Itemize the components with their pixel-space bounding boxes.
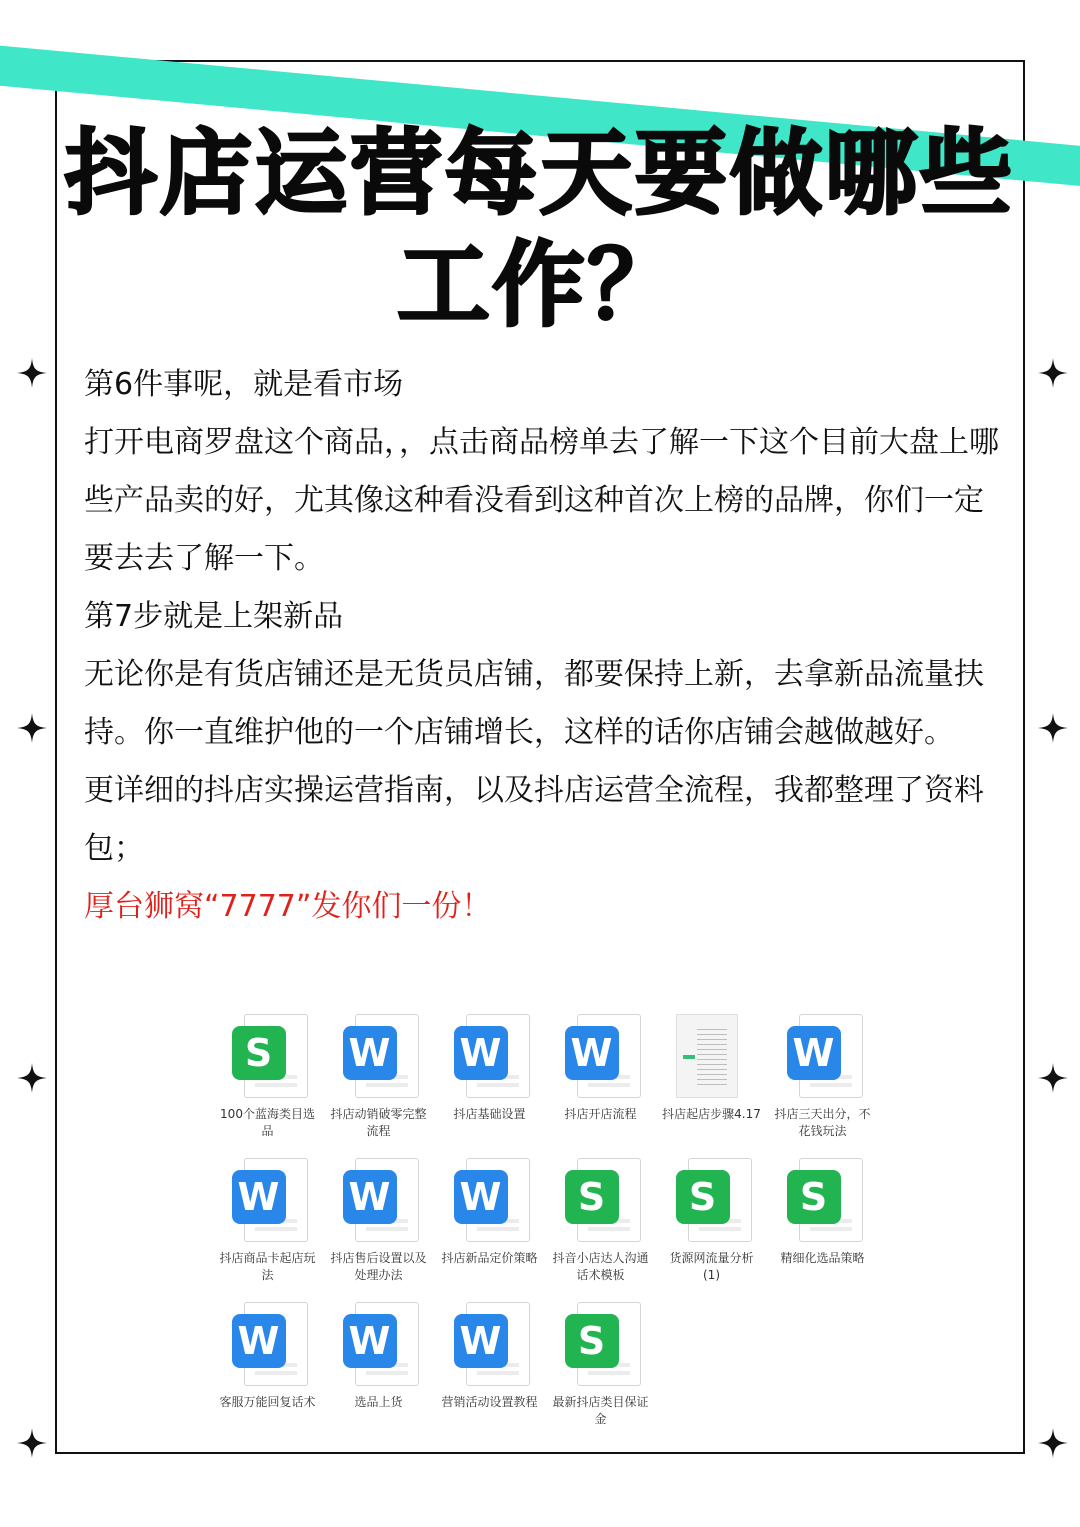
file-item[interactable]: [323, 1012, 434, 1140]
word-file-icon: W: [228, 1300, 308, 1386]
sparkle-icon: [17, 1063, 47, 1093]
sheet-file-icon: S: [783, 1156, 863, 1242]
word-file-icon: W: [450, 1300, 530, 1386]
file-name: 抖店起店步骤4.17: [662, 1107, 761, 1121]
file-item[interactable]: [434, 1012, 545, 1140]
paragraph: 无论你是有货店铺还是无货员店铺，都要保持上新，去拿新品流量扶持。你一直维护他的一个店铺增长，这样的话你店铺会越做越好。: [84, 657, 984, 750]
file-name: 100个蓝海类目选品: [220, 1107, 315, 1138]
word-file-icon: W: [339, 1012, 419, 1098]
file-item[interactable]: [434, 1156, 545, 1284]
file-name: 抖店三天出分，不花钱玩法: [774, 1107, 871, 1138]
word-file-icon: W: [228, 1156, 308, 1242]
file-name: 抖店商品卡起店玩法: [219, 1251, 316, 1282]
file-item[interactable]: [545, 1012, 656, 1140]
file-name: 精细化选品策略: [780, 1251, 865, 1265]
file-name: 选品上货: [354, 1395, 403, 1409]
title-line-2: 工作？: [397, 232, 683, 339]
file-item[interactable]: [212, 1012, 323, 1140]
sparkle-icon: [17, 1428, 47, 1458]
paragraph: 第7步就是上架新品: [84, 599, 344, 634]
file-name: 客服万能回复话术: [219, 1395, 316, 1409]
sheet-file-icon: S: [228, 1012, 308, 1098]
file-item[interactable]: [323, 1300, 434, 1428]
file-item[interactable]: [656, 1012, 767, 1140]
file-name: 抖店售后设置以及处理办法: [330, 1251, 427, 1282]
word-file-icon: W: [339, 1300, 419, 1386]
word-file-icon: W: [450, 1156, 530, 1242]
file-name: 货源网流量分析(1): [669, 1251, 754, 1282]
sparkle-icon: [17, 713, 47, 743]
file-grid: [212, 1012, 892, 1428]
sparkle-icon: [1038, 1063, 1068, 1093]
file-item[interactable]: [212, 1300, 323, 1428]
page-title: [55, 118, 1025, 342]
file-item[interactable]: [545, 1300, 656, 1428]
file-name: 抖店动销破零完整流程: [330, 1107, 427, 1138]
file-item[interactable]: [323, 1156, 434, 1284]
file-item[interactable]: [656, 1156, 767, 1284]
sparkle-icon: [1038, 358, 1068, 388]
file-item[interactable]: [767, 1012, 878, 1140]
sheet-file-icon: S: [672, 1156, 752, 1242]
title-line-1: 抖店运营每天要做哪些: [64, 120, 1015, 227]
sparkle-icon: [1038, 1428, 1068, 1458]
article-body: [84, 356, 999, 936]
file-name: 抖店开店流程: [564, 1107, 637, 1121]
file-name: 营销活动设置教程: [441, 1395, 538, 1409]
file-item[interactable]: [212, 1156, 323, 1284]
sparkle-icon: [17, 358, 47, 388]
file-name: 最新抖店类目保证金: [552, 1395, 649, 1426]
paragraph: 更详细的抖店实操运营指南，以及抖店运营全流程，我都整理了资料包；: [84, 773, 984, 866]
file-item[interactable]: [545, 1156, 656, 1284]
file-name: 抖店新品定价策略: [441, 1251, 538, 1265]
file-name: 抖店基础设置: [453, 1107, 526, 1121]
sparkle-icon: [1038, 713, 1068, 743]
file-name: 抖音小店达人沟通话术模板: [552, 1251, 649, 1282]
paragraph: 第6件事呢，就是看市场: [84, 367, 404, 402]
file-item[interactable]: [434, 1300, 545, 1428]
word-file-icon: W: [561, 1012, 641, 1098]
paragraph: 打开电商罗盘这个商品，，点击商品榜单去了解一下这个目前大盘上哪些产品卖的好，尤其像这种看没看到这种首次上榜的品牌，你们一定要去去了解一下。: [84, 425, 999, 576]
sheet-file-icon: S: [561, 1156, 641, 1242]
sheet-file-icon: S: [561, 1300, 641, 1386]
word-file-icon: W: [339, 1156, 419, 1242]
file-item[interactable]: [767, 1156, 878, 1284]
word-file-icon: W: [450, 1012, 530, 1098]
word-file-icon: W: [783, 1012, 863, 1098]
mindmap-thumbnail-icon: [672, 1012, 752, 1098]
call-to-action: 厚台狮窝“7777”发你们一份！: [84, 889, 492, 924]
